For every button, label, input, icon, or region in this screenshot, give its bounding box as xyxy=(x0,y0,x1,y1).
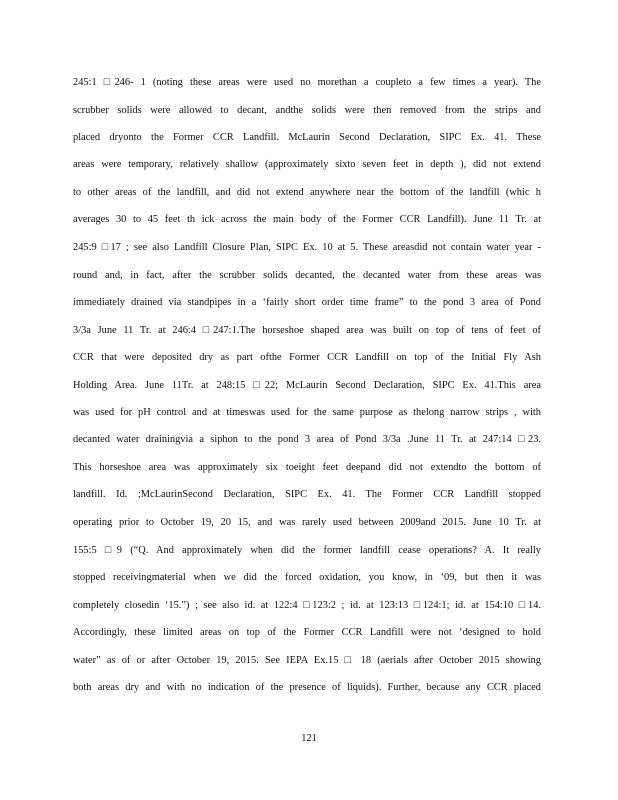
text-line: round and, in fact, after the scrubber solids decanted, the decanted water from these areas was xyxy=(73,270,541,281)
text-line: completely closedin ‘15.”) ; see also id. at 122:4 □123:2 ; id. at 123:13 □124:1; id. at 154:10 □14. xyxy=(73,600,541,611)
text-line: was used for pH control and at timeswas used for the same purpose as thelong narrow strips , with xyxy=(73,407,541,418)
text-line: to other areas of the landfill, and did not extend anywhere near the bottom of the landfill (whic h xyxy=(73,187,541,198)
text-line: Accordingly, these limited areas on top of the Former CCR Landfill were not ‘designed to hold xyxy=(73,627,541,638)
text-line: 245:9 □17 ; see also Landfill Closure Plan, SIPC Ex. 10 at 5. These areasdid not contain water year - xyxy=(73,242,541,253)
text-line: both areas dry and with no indication of the presence of liquids). Further, because any CCR placed xyxy=(73,682,541,693)
page-number: 121 xyxy=(301,733,317,744)
text-line: scrubber solids were allowed to decant, andthe solids were then removed from the strips and xyxy=(73,105,541,116)
text-line: decanted water drainingvia a siphon to the pond 3 area of Pond 3/3a .June 11 Tr. at 247:14 □23. xyxy=(73,434,541,445)
text-line: This horseshoe area was approximately six toeight feet deepand did not extendto the bottom of xyxy=(73,462,541,473)
text-line: averages 30 to 45 feet th ick across the main body of the Former CCR Landfill). June 11 Tr. at xyxy=(73,214,541,225)
text-line: Holding Area. June 11Tr. at 248:15 □22; McLaurin Second Declaration, SIPC Ex. 41.This area xyxy=(73,380,541,391)
text-line: water” as of or after October 19, 2015. See IEPA Ex.15 □ 18 (aerials after October 2015 showing xyxy=(73,655,541,666)
text-line: immediately drained via standpipes in a ‘fairly short order time frame” to the pond 3 area of Pond xyxy=(73,297,541,308)
text-line: operating prior to October 19, 20 15, and was rarely used between 2009and 2015. June 10 Tr. at xyxy=(73,517,541,528)
text-line: 3/3a June 11 Tr. at 246:4 □247:1.The horseshoe shaped area was built on top of tens of feet of xyxy=(73,325,541,336)
text-line: landfill. Id. ;McLaurinSecond Declaration, SIPC Ex. 41. The Former CCR Landfill stopped xyxy=(73,489,541,500)
text-line: areas were temporary, relatively shallow (approximately sixto seven feet in depth ), did not extend xyxy=(73,159,541,170)
text-line: placed dryonto the Former CCR Landfill. McLaurin Second Declaration, SIPC Ex. 41. These xyxy=(73,132,541,143)
text-line: CCR that were deposited dry as part ofthe Former CCR Landfill on top of the Initial Fly Ash xyxy=(73,352,541,363)
text-line: stopped receivingmaterial when we did the forced oxidation, you know, in ‘09, but then it was xyxy=(73,572,541,583)
text-line: 245:1 □246- 1 (noting these areas were used no morethan a coupleto a few times a year). The xyxy=(73,77,541,88)
text-line: 155:5 □9 (“Q. And approximately when did the former landfill cease operations? A. It really xyxy=(73,545,541,556)
